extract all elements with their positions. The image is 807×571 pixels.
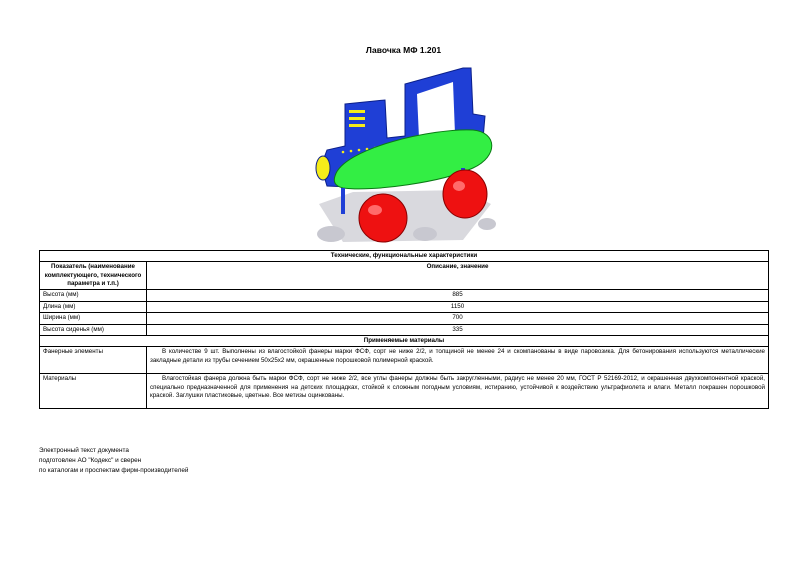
wheel-highlight	[453, 181, 465, 191]
wheel-front	[359, 194, 407, 242]
table-row	[40, 324, 769, 335]
row-label: Высота (мм)	[40, 290, 147, 301]
table-row	[40, 374, 769, 409]
section-header-row	[40, 335, 769, 346]
table-row	[40, 347, 769, 374]
document-title: Лавочка МФ 1.201	[365, 45, 442, 55]
shadow-ellipse-right	[478, 218, 496, 230]
row-label: Ширина (мм)	[40, 313, 147, 324]
table-row	[40, 313, 769, 324]
material-label: Материалы	[40, 374, 147, 409]
material-label: Фанерные элементы	[40, 347, 147, 374]
row-value: 335	[147, 324, 769, 335]
shadow-ellipse-front	[317, 226, 345, 242]
shadow-ellipse-back	[413, 227, 437, 241]
wheel-rear-right	[443, 170, 487, 218]
product-illustration	[313, 64, 497, 250]
table-row	[40, 301, 769, 312]
section-characteristics: Технические, функциональные характеристики	[40, 251, 769, 262]
section-header-row	[40, 251, 769, 262]
row-label: Длина (мм)	[40, 301, 147, 312]
headlamp	[316, 156, 330, 180]
footer-line: Электронный текст документа	[39, 447, 129, 454]
footer-line: подготовлен АО "Кодекс" и сверен	[39, 456, 142, 464]
specification-table	[39, 250, 769, 409]
row-value: 885	[147, 290, 769, 301]
chimney-stripe	[349, 110, 365, 113]
material-text: Влагостойкая фанера должна быть марки ФСФ, сорт не ниже 2/2, все углы фанеры должны быть закругленными, радиус не менее 20 мм, ГОСТ Р 52169-2012, и окрашенная двухкомпонентной краской, специально предназначенной для применения на детских площадках, стойкой к сложным погодным условиям, истиранию, устойчивой к воздействию ультрафиолета и влаги. Металл покрашен порошковой краской. Заглушки пластиковые, цветные. Все метизы оцинкованы.	[147, 374, 769, 409]
section-materials: Применяемые материалы	[40, 335, 769, 346]
chimney-stripe	[349, 124, 365, 127]
support-leg	[341, 188, 345, 214]
row-value: 700	[147, 313, 769, 324]
column-header-value: Описание, значение	[147, 262, 769, 290]
train-bench-drawing	[313, 64, 497, 250]
table-row	[40, 290, 769, 301]
row-value: 1150	[147, 301, 769, 312]
column-header-row	[40, 262, 769, 290]
row-label: Высота сиденья (мм)	[40, 324, 147, 335]
document-footer	[39, 446, 188, 476]
column-header-parameter: Показатель (наименование комплектующего, технического параметра и т.п.)	[40, 262, 147, 290]
material-text: В количестве 9 шт. Выполнены из влагостойкой фанеры марки ФСФ, сорт не ниже 2/2, и толщиной не менее 24 и скомпанованы в виде паровозика. Для бетонирования используются металлические закладные детали из трубы сечением 50х25х2 мм, окрашенные порошковой полимерной краской.	[147, 347, 769, 374]
chimney-stripe	[349, 117, 365, 120]
footer-line: по каталогам и проспектам фирм-производителей	[39, 466, 189, 474]
wheel-highlight	[368, 205, 382, 215]
